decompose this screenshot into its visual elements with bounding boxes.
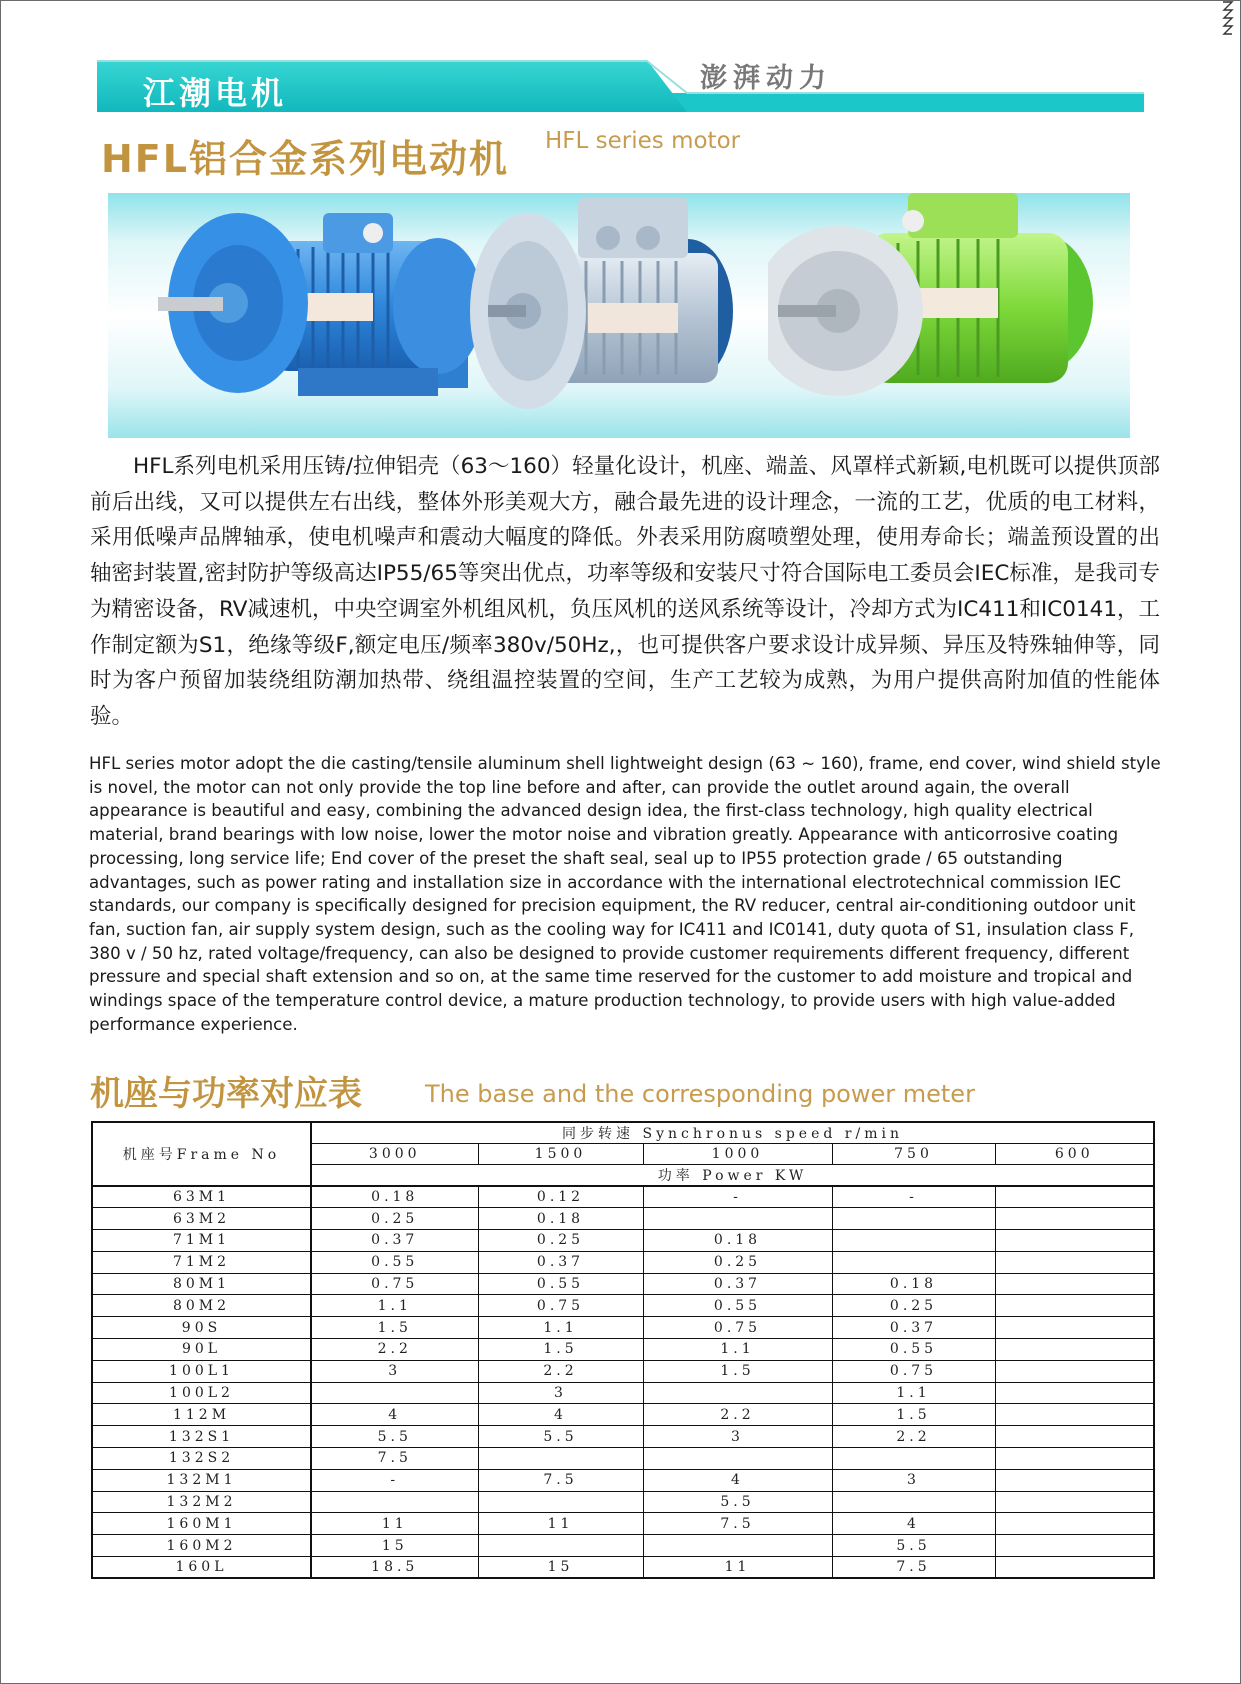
power-cell <box>478 1535 643 1557</box>
table-title-english: The base and the corresponding power meter <box>425 1080 975 1108</box>
power-cell: 0.55 <box>311 1251 478 1273</box>
power-cell: 3 <box>832 1469 995 1491</box>
frame-cell: 71M1 <box>92 1230 311 1252</box>
power-cell: 0.75 <box>832 1360 995 1382</box>
power-cell <box>995 1273 1154 1295</box>
power-cell: 5.5 <box>311 1426 478 1448</box>
power-cell: - <box>643 1186 832 1208</box>
power-cell: 4 <box>478 1404 643 1426</box>
power-cell: 11 <box>643 1557 832 1579</box>
power-cell: 0.18 <box>832 1273 995 1295</box>
power-cell <box>995 1317 1154 1339</box>
power-cell <box>995 1535 1154 1557</box>
power-cell: 2.2 <box>643 1404 832 1426</box>
power-cell <box>478 1491 643 1513</box>
power-cell: 5.5 <box>643 1491 832 1513</box>
power-cell: 5.5 <box>478 1426 643 1448</box>
table-row <box>92 1295 1154 1317</box>
table-row <box>92 1513 1154 1535</box>
power-cell <box>995 1426 1154 1448</box>
power-cell: 5.5 <box>832 1535 995 1557</box>
speed-750: 750 <box>832 1144 995 1165</box>
frame-cell: 112M <box>92 1404 311 1426</box>
power-cell <box>995 1360 1154 1382</box>
description-chinese: HFL系列电机采用压铸/拉伸铝壳（63～160）轻量化设计，机座、端盖、风罩样式新颖,电机既可以提供顶部前后出线，又可以提供左右出线，整体外形美观大方，融合最先进的设计理念，一流的工艺，优质的电工材料，采用低噪声品牌轴承，使电机噪声和震动大幅度的降低。外表采用防腐喷塑处理，使用寿命长；端盖预设置的出轴密封装置,密封防护等级高达IP55/65等突出优点，功率等级和安装尺寸符合国际电工委员会IEC标准，是我司专为精密设备，RV减速机，中央空调室外机组风机，负压风机的送风系统等设计，冷却方式为IC411和IC0141，工作制定额为S1，绝缘等级F,额定电压/频率380v/50Hz,，也可提供客户要求设计成异频、异压及特殊轴伸等，同时为客户预留加装绕组防潮加热带、绕组温控装置的空间，生产工艺较为成熟，为用户提供高附加值的性能体验。 <box>90 454 1160 729</box>
power-cell: 1.5 <box>478 1339 643 1361</box>
power-cell: 2.2 <box>832 1426 995 1448</box>
power-cell: 7.5 <box>643 1513 832 1535</box>
page-title: HFL铝合金系列电动机 <box>101 137 509 181</box>
power-header: 功率 Power KW <box>311 1165 1154 1187</box>
speed-600: 600 <box>995 1144 1154 1165</box>
power-cell: 7.5 <box>311 1448 478 1470</box>
power-cell: 0.75 <box>311 1273 478 1295</box>
blue-motor-image <box>148 193 488 438</box>
power-cell: 1.5 <box>643 1360 832 1382</box>
page-title-english: HFL series motor <box>545 128 741 154</box>
power-cell: 3 <box>643 1426 832 1448</box>
power-cell <box>478 1448 643 1470</box>
power-cell: 0.55 <box>478 1273 643 1295</box>
power-cell <box>995 1230 1154 1252</box>
frame-cell: 100L1 <box>92 1360 311 1382</box>
green-motor-image <box>768 193 1108 438</box>
frame-cell: 132S1 <box>92 1426 311 1448</box>
power-cell: 0.75 <box>643 1317 832 1339</box>
power-cell: 7.5 <box>832 1557 995 1579</box>
power-cell: 1.1 <box>478 1317 643 1339</box>
power-cell: 11 <box>478 1513 643 1535</box>
table-row <box>92 1404 1154 1426</box>
power-cell: 15 <box>478 1557 643 1579</box>
power-cell: 0.18 <box>478 1208 643 1230</box>
frame-cell: 90L <box>92 1339 311 1361</box>
power-cell <box>995 1491 1154 1513</box>
frame-cell: 80M1 <box>92 1273 311 1295</box>
table-row <box>92 1426 1154 1448</box>
table-row <box>92 1491 1154 1513</box>
power-cell <box>311 1491 478 1513</box>
power-cell <box>832 1491 995 1513</box>
power-cell: 1.1 <box>311 1295 478 1317</box>
power-cell: 4 <box>311 1404 478 1426</box>
power-cell: 0.25 <box>311 1208 478 1230</box>
power-cell: - <box>311 1469 478 1491</box>
frame-cell: 90S <box>92 1317 311 1339</box>
power-cell: 1.1 <box>832 1382 995 1404</box>
power-cell: 4 <box>643 1469 832 1491</box>
power-cell: - <box>832 1186 995 1208</box>
power-cell: 0.37 <box>311 1230 478 1252</box>
table-row <box>92 1382 1154 1404</box>
power-cell: 0.25 <box>478 1230 643 1252</box>
table-row <box>92 1448 1154 1470</box>
power-cell <box>643 1208 832 1230</box>
frame-cell: 71M2 <box>92 1251 311 1273</box>
brand-name: 江潮电机 <box>143 74 288 112</box>
power-cell: 0.37 <box>478 1251 643 1273</box>
power-cell: 11 <box>311 1513 478 1535</box>
power-cell: 1.5 <box>832 1404 995 1426</box>
power-cell <box>995 1186 1154 1208</box>
power-cell: 0.55 <box>832 1339 995 1361</box>
power-cell <box>995 1251 1154 1273</box>
frame-cell: 80M2 <box>92 1295 311 1317</box>
speed-3000: 3000 <box>311 1144 478 1165</box>
power-cell <box>995 1448 1154 1470</box>
slogan: 澎湃动力 <box>700 63 832 94</box>
frame-cell: 132S2 <box>92 1448 311 1470</box>
power-cell <box>995 1208 1154 1230</box>
power-cell: 0.18 <box>643 1230 832 1252</box>
speed-1500: 1500 <box>478 1144 643 1165</box>
power-cell <box>832 1251 995 1273</box>
power-cell: 2.2 <box>311 1339 478 1361</box>
table-row <box>92 1251 1154 1273</box>
power-cell <box>995 1404 1154 1426</box>
power-cell: 0.12 <box>478 1186 643 1208</box>
power-cell <box>832 1230 995 1252</box>
power-cell <box>311 1382 478 1404</box>
table-row <box>92 1360 1154 1382</box>
power-cell <box>995 1382 1154 1404</box>
power-cell <box>995 1469 1154 1491</box>
frame-cell: 132M1 <box>92 1469 311 1491</box>
power-cell: 0.55 <box>643 1295 832 1317</box>
table-row <box>92 1186 1154 1208</box>
table-row <box>92 1273 1154 1295</box>
header-band <box>97 60 1144 112</box>
power-cell: 0.18 <box>311 1186 478 1208</box>
power-cell <box>643 1448 832 1470</box>
power-cell: 0.25 <box>643 1251 832 1273</box>
table-row <box>92 1469 1154 1491</box>
table-row <box>92 1535 1154 1557</box>
product-photo-band <box>108 193 1130 438</box>
power-cell <box>995 1295 1154 1317</box>
table-row <box>92 1339 1154 1361</box>
power-cell <box>643 1535 832 1557</box>
power-cell: 0.37 <box>832 1317 995 1339</box>
speed-1000: 1000 <box>643 1144 832 1165</box>
power-cell: 0.75 <box>478 1295 643 1317</box>
frame-cell: 132M2 <box>92 1491 311 1513</box>
power-cell: 2.2 <box>478 1360 643 1382</box>
corner-crop-mark <box>1222 0 1234 40</box>
power-cell: 7.5 <box>478 1469 643 1491</box>
frame-cell: 100L2 <box>92 1382 311 1404</box>
power-cell: 4 <box>832 1513 995 1535</box>
table-title: 机座与功率对应表 <box>90 1074 362 1114</box>
power-cell <box>832 1448 995 1470</box>
speed-header: 同步转速 Synchronus speed r/min <box>311 1122 1154 1144</box>
frame-cell: 160L <box>92 1557 311 1579</box>
table-row <box>92 1317 1154 1339</box>
power-cell: 15 <box>311 1535 478 1557</box>
power-cell: 0.37 <box>643 1273 832 1295</box>
power-cell: 3 <box>478 1382 643 1404</box>
frame-cell: 63M1 <box>92 1186 311 1208</box>
power-cell <box>995 1557 1154 1579</box>
power-cell: 3 <box>311 1360 478 1382</box>
frame-cell: 160M1 <box>92 1513 311 1535</box>
power-cell <box>643 1382 832 1404</box>
silver-motor-image <box>468 193 748 438</box>
frame-cell: 160M2 <box>92 1535 311 1557</box>
power-cell <box>832 1208 995 1230</box>
power-cell <box>995 1513 1154 1535</box>
power-table <box>91 1121 1155 1579</box>
power-cell <box>995 1339 1154 1361</box>
power-cell: 0.25 <box>832 1295 995 1317</box>
power-cell: 18.5 <box>311 1557 478 1579</box>
power-cell: 1.1 <box>643 1339 832 1361</box>
description-english: HFL series motor adopt the die casting/tensile aluminum shell lightweight design (63 ~ 160), frame, end cover, wind shield style is novel, the motor can not only provide the top line before and after, can provide the outlet around again, the overall appearance is beautiful and easy, combining the advanced design idea, the first-class technology, high quality electrical material, brand bearings with low noise, lower the motor noise and vibration greatly. Appearance with anticorrosive coating processing, long service life; End cover of the preset the shaft seal, seal up to IP55 protection grade / 65 outstanding advantages, such as power rating and installation size in accordance with the international electrotechnical commission IEC standards, our company is specifically designed for precision equipment, the RV reducer, central air-conditioning outdoor unit fan, suction fan, air supply system design, such as the cooling way for IC411 and IC0141, duty quota of S1, insulation class F, 380 v / 50 hz, rated voltage/frequency, can also be designed to provide customer requirements different frequency, different pressure and special shaft extension and so on, at the same time reserved for the customer to add moisture and tropical and windings space of the temperature control device, a mature production technology, to provide users with high value-added performance experience. <box>89 754 1161 1034</box>
table-row <box>92 1208 1154 1230</box>
table-row <box>92 1557 1154 1579</box>
frame-cell: 63M2 <box>92 1208 311 1230</box>
table-row <box>92 1230 1154 1252</box>
power-cell: 1.5 <box>311 1317 478 1339</box>
frame-header: 机座号Frame No <box>92 1122 311 1186</box>
